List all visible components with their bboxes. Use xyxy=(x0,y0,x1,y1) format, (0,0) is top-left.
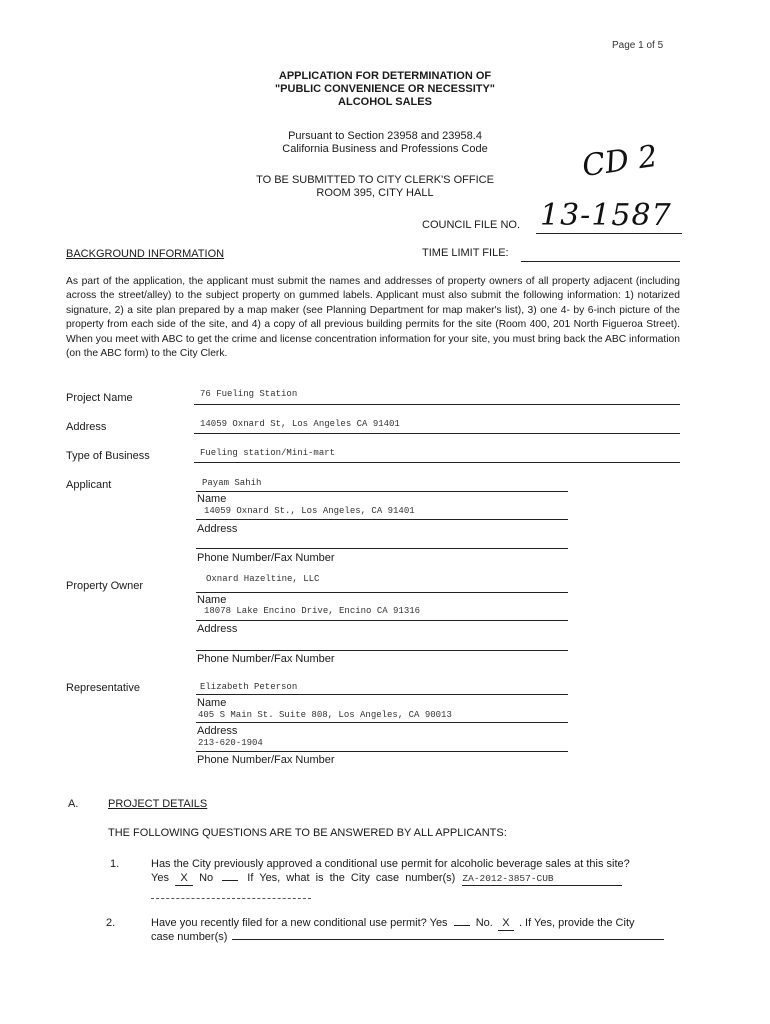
rep-name-line xyxy=(196,694,568,695)
document-title xyxy=(200,70,570,109)
applicant-phone-sublabel: Phone Number/Fax Number xyxy=(197,552,335,564)
project-name-value: 76 Fueling Station xyxy=(200,389,298,399)
rep-address-sublabel: Address xyxy=(197,725,238,737)
applicant-address-line xyxy=(196,519,568,520)
rep-address-value: 405 S Main St. Suite 808, Los Angeles, CA 90013 xyxy=(198,710,452,720)
submit-line-1: TO BE SUBMITTED TO CITY CLERK'S OFFICE xyxy=(256,174,494,186)
q1-no-label: No xyxy=(199,872,214,884)
owner-name-sublabel: Name xyxy=(197,594,227,606)
section-a-letter: A. xyxy=(68,798,79,810)
q2-question-text: Have you recently filed for a new conditional use permit? Yes xyxy=(151,917,448,929)
type-of-business-label: Type of Business xyxy=(66,450,150,462)
rep-name-sublabel: Name xyxy=(197,697,227,709)
applicant-name-value: Payam Sahih xyxy=(202,478,262,488)
applicant-name-sublabel: Name xyxy=(197,493,227,505)
title-line-1: APPLICATION FOR DETERMINATION OF xyxy=(278,70,492,82)
applicant-name-line xyxy=(196,491,568,492)
owner-address-sublabel: Address xyxy=(197,623,238,635)
owner-name-line xyxy=(196,592,568,593)
council-file-label: COUNCIL FILE NO. xyxy=(422,219,520,231)
rep-phone-value: 213-620-1904 xyxy=(198,738,263,748)
applicant-phone-line xyxy=(196,548,568,549)
rep-phone-sublabel: Phone Number/Fax Number xyxy=(197,754,335,766)
title-line-2: "PUBLIC CONVENIENCE OR NECESSITY" xyxy=(274,83,496,95)
q2-no-label: No. xyxy=(475,917,493,929)
q1-no-mark[interactable] xyxy=(222,880,238,881)
owner-address-value: 18078 Lake Encino Drive, Encino CA 91316 xyxy=(204,606,421,616)
owner-phone-line xyxy=(196,650,568,651)
q1-yes-label: Yes xyxy=(151,872,169,884)
submit-block xyxy=(190,174,560,200)
question-1-answer-row xyxy=(151,872,622,886)
title-line-3: ALCOHOL SALES xyxy=(338,96,432,108)
address-line xyxy=(194,433,680,434)
q1-yes-mark[interactable]: X xyxy=(175,872,193,886)
handwritten-cd: CD 2 xyxy=(579,138,660,185)
q1-case-prompt: If Yes, what is the City case number(s) xyxy=(247,872,456,884)
applicant-label: Applicant xyxy=(66,479,112,491)
rep-address-line xyxy=(196,722,568,723)
council-file-line xyxy=(536,233,682,234)
question-2-number: 2. xyxy=(106,917,116,929)
type-of-business-value: Fueling station/Mini-mart xyxy=(200,448,336,458)
question-2-row-1 xyxy=(151,917,635,931)
address-value: 14059 Oxnard St, Los Angeles CA 91401 xyxy=(200,419,400,429)
owner-address-line xyxy=(196,620,568,621)
background-text: As part of the application, the applicant must submit the names and addresses of property owners of all property adjacent (including across the street/alley) to the subject property on gummed labels. Applicant must also submit the following information: 1) notarized signature, 2) a site plan prepared by a map maker (see Planning Department for map maker's list), 3) one 4- by 6-inch picture of the property from each side of the site, and 4) a copy of all previous building permits for the site (Room 400, 201 North Figueroa Street). When you meet with ABC to get the crime and license concentration information for your site, you must bring back the ABC information (on the ABC form) to the City Clerk. xyxy=(66,276,680,360)
q2-followup: . If Yes, provide the City xyxy=(518,917,635,929)
q1-continuation-line xyxy=(151,898,311,899)
q1-case-number[interactable]: ZA-2012-3857-CUB xyxy=(462,872,622,886)
q2-yes-mark[interactable] xyxy=(454,925,470,926)
pursuant-block xyxy=(200,130,570,156)
address-label: Address xyxy=(66,421,107,433)
q2-case-label: case number(s) xyxy=(151,931,228,943)
section-a-instruction: THE FOLLOWING QUESTIONS ARE TO BE ANSWERED BY ALL APPLICANTS: xyxy=(108,827,507,839)
background-heading: BACKGROUND INFORMATION xyxy=(66,248,225,260)
q2-case-number[interactable] xyxy=(232,939,664,940)
applicant-address-value: 14059 Oxnard St., Los Angeles, CA 91401 xyxy=(204,506,415,516)
section-a-heading: PROJECT DETAILS xyxy=(108,798,208,810)
representative-label: Representative xyxy=(66,682,140,694)
question-2-row-2 xyxy=(151,931,664,944)
q2-no-mark[interactable]: X xyxy=(498,917,514,931)
owner-name-value: Oxnard Hazeltine, LLC xyxy=(206,574,320,584)
property-owner-label: Property Owner xyxy=(66,580,144,592)
applicant-address-sublabel: Address xyxy=(197,523,238,535)
rep-name-value: Elizabeth Peterson xyxy=(200,682,298,692)
question-1-text: Has the City previously approved a conditional use permit for alcoholic beverage sales at this site? xyxy=(151,858,630,870)
project-name-label: Project Name xyxy=(66,392,133,404)
rep-phone-line xyxy=(196,751,568,752)
time-limit-label: TIME LIMIT FILE: xyxy=(422,247,509,259)
page-number: Page 1 of 5 xyxy=(612,40,664,51)
type-of-business-line xyxy=(194,462,680,463)
time-limit-line xyxy=(521,261,680,262)
question-1-number: 1. xyxy=(110,858,120,870)
pursuant-line-1: Pursuant to Section 23958 and 23958.4 xyxy=(288,130,482,142)
pursuant-line-2: California Business and Professions Code xyxy=(282,143,488,155)
council-file-number: 13-1587 xyxy=(540,198,672,233)
submit-line-2: ROOM 395, CITY HALL xyxy=(316,187,434,199)
owner-phone-sublabel: Phone Number/Fax Number xyxy=(197,653,335,665)
project-name-line xyxy=(194,404,680,405)
